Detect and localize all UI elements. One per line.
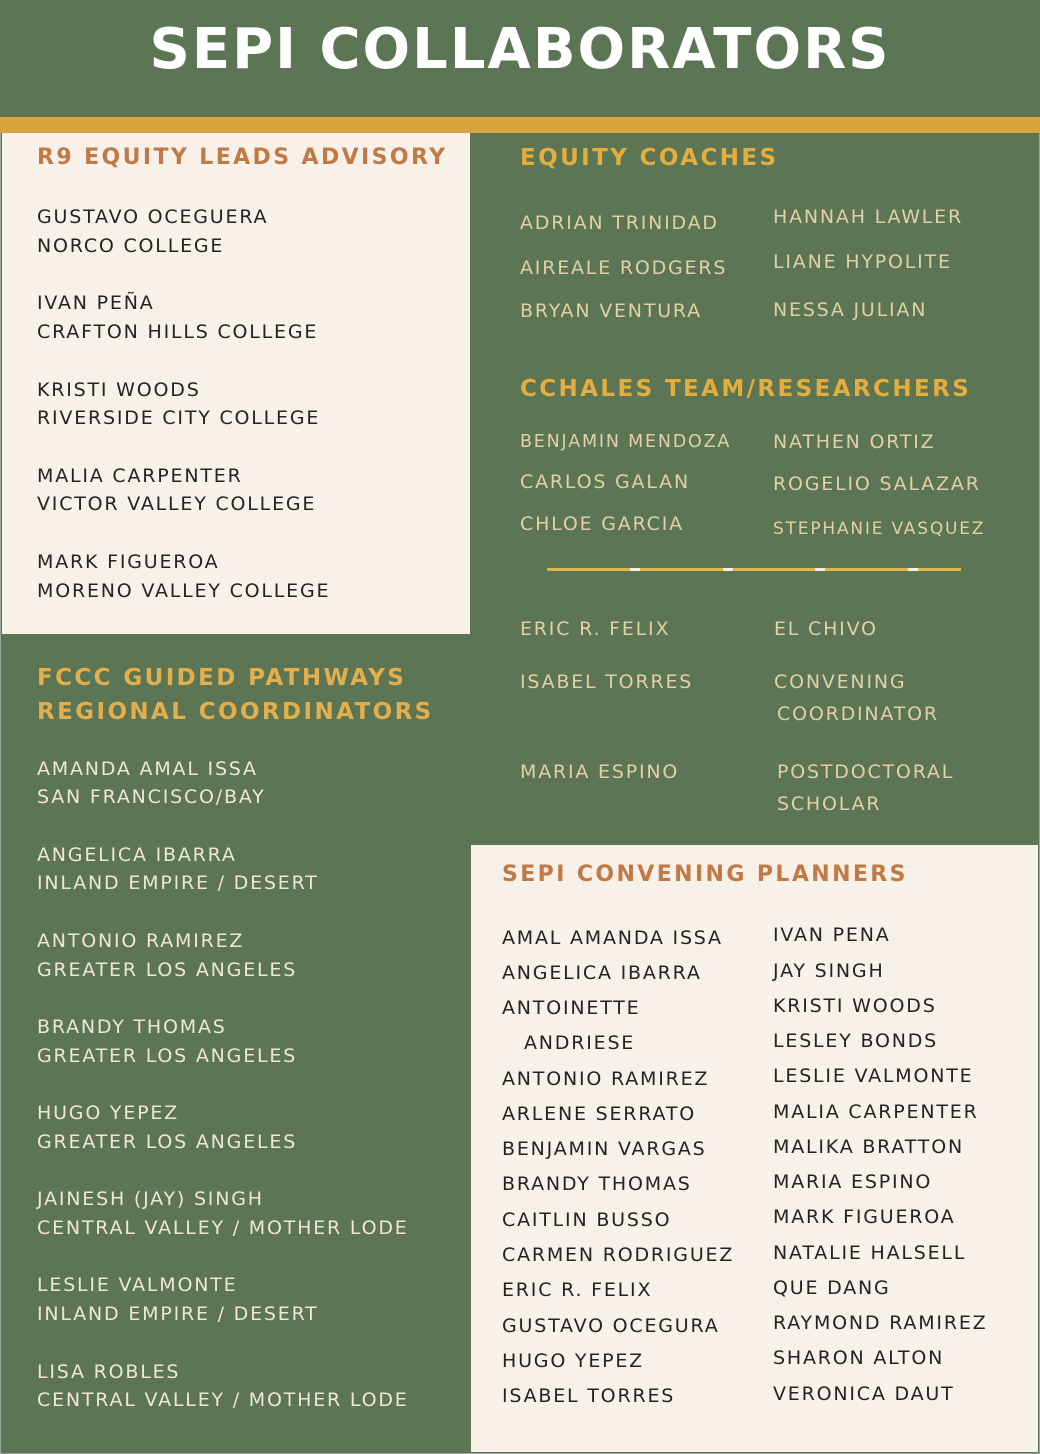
title-banner — [0, 0, 1040, 117]
planner-name: CARMEN RODRIGUEZ — [502, 1244, 735, 1266]
r9-heading: R9 EQUITY LEADS ADVISORY — [37, 145, 448, 170]
fccc-person-name: LESLIE VALMONTE — [37, 1274, 238, 1296]
fccc-person-region: GREATER LOS ANGELES — [37, 959, 298, 981]
r9-person-college: VICTOR VALLEY COLLEGE — [37, 493, 317, 515]
fccc-person-region: GREATER LOS ANGELES — [37, 1131, 298, 1153]
r9-person-name: MALIA CARPENTER — [37, 465, 243, 487]
page-title: SEPI COLLABORATORS — [149, 17, 891, 82]
r9-person-college: RIVERSIDE CITY COLLEGE — [37, 407, 321, 429]
planner-name: GUSTAVO OCEGURA — [502, 1315, 720, 1337]
planner-name: NATALIE HALSELL — [773, 1242, 967, 1264]
cchales-member-name: ROGELIO SALAZAR — [773, 473, 981, 495]
staff-name: ISABEL TORRES — [520, 671, 694, 693]
r9-person-college: MORENO VALLEY COLLEGE — [37, 580, 331, 602]
planner-name: AMAL AMANDA ISSA — [502, 927, 723, 949]
staff-role: POSTDOCTORAL — [777, 761, 955, 783]
planner-name: ISABEL TORRES — [502, 1385, 676, 1407]
planner-name: JAY SINGH — [773, 960, 885, 982]
planner-name: KRISTI WOODS — [773, 995, 937, 1017]
planner-name: CAITLIN BUSSO — [502, 1209, 672, 1231]
fccc-person-region: GREATER LOS ANGELES — [37, 1045, 298, 1067]
planner-name: VERONICA DAUT — [773, 1383, 955, 1405]
planner-name: ARLENE SERRATO — [502, 1103, 697, 1125]
staff-name: MARIA ESPINO — [520, 761, 680, 783]
r9-person-name: MARK FIGUEROA — [37, 551, 220, 573]
planner-name: BRANDY THOMAS — [502, 1173, 692, 1195]
fccc-person-region: CENTRAL VALLEY / MOTHER LODE — [37, 1389, 409, 1411]
planner-name: QUE DANG — [773, 1277, 891, 1299]
fccc-person-name: ANGELICA IBARRA — [37, 844, 237, 866]
equity-coach-name: AIREALE RODGERS — [520, 257, 728, 279]
planner-name: MALIKA BRATTON — [773, 1136, 964, 1158]
planner-name: BENJAMIN VARGAS — [502, 1138, 707, 1160]
cchales-heading: CCHALES TEAM/RESEARCHERS — [520, 376, 972, 402]
cchales-member-name: BENJAMIN MENDOZA — [520, 432, 732, 452]
equity-coach-name: NESSA JULIAN — [773, 299, 928, 321]
planner-name: LESLEY BONDS — [773, 1030, 939, 1052]
fccc-heading-line-1: FCCC GUIDED PATHWAYS — [37, 665, 407, 691]
staff-role: SCHOLAR — [777, 793, 882, 815]
r9-person-name: KRISTI WOODS — [37, 379, 201, 401]
fccc-person-name: LISA ROBLES — [37, 1361, 181, 1383]
planner-name: ANDRIESE — [524, 1032, 636, 1054]
r9-person-name: GUSTAVO OCEGUERA — [37, 206, 269, 228]
planner-name: RAYMOND RAMIREZ — [773, 1312, 988, 1334]
cchales-member-name: STEPHANIE VASQUEZ — [773, 519, 986, 539]
planner-name: HUGO YEPEZ — [502, 1350, 645, 1372]
cchales-member-name: CARLOS GALAN — [520, 471, 690, 493]
fccc-person-name: JAINESH (JAY) SINGH — [37, 1188, 264, 1210]
fccc-person-name: BRANDY THOMAS — [37, 1016, 227, 1038]
planner-name: IVAN PENA — [773, 924, 891, 946]
staff-role: CONVENING — [774, 671, 907, 693]
equity-coach-name: HANNAH LAWLER — [773, 206, 963, 228]
r9-person-college: NORCO COLLEGE — [37, 235, 225, 257]
planner-name: SHARON ALTON — [773, 1347, 945, 1369]
fccc-person-region: INLAND EMPIRE / DESERT — [37, 1303, 319, 1325]
gold-divider-bar — [0, 117, 1040, 133]
fccc-heading-line-2: REGIONAL COORDINATORS — [37, 699, 434, 725]
r9-person-name: IVAN PEÑA — [37, 292, 155, 314]
equity-coach-name: BRYAN VENTURA — [520, 300, 702, 322]
fccc-person-region: INLAND EMPIRE / DESERT — [37, 872, 319, 894]
cchales-member-name: CHLOE GARCIA — [520, 513, 684, 535]
planner-name: ANGELICA IBARRA — [502, 962, 702, 984]
fccc-person-name: HUGO YEPEZ — [37, 1102, 180, 1124]
fccc-person-region: CENTRAL VALLEY / MOTHER LODE — [37, 1217, 409, 1239]
fccc-person-region: SAN FRANCISCO/BAY — [37, 786, 266, 808]
equity-coaches-heading: EQUITY COACHES — [520, 145, 779, 171]
staff-name: ERIC R. FELIX — [520, 618, 671, 640]
planner-name: LESLIE VALMONTE — [773, 1065, 974, 1087]
planner-name: MALIA CARPENTER — [773, 1101, 979, 1123]
staff-name: EL CHIVO — [774, 618, 878, 640]
fccc-person-name: ANTONIO RAMIREZ — [37, 930, 245, 952]
section-divider — [547, 568, 961, 571]
fccc-person-name: AMANDA AMAL ISSA — [37, 758, 258, 780]
r9-person-college: CRAFTON HILLS COLLEGE — [37, 321, 319, 343]
planner-name: ERIC R. FELIX — [502, 1279, 653, 1301]
planner-name: MARK FIGUEROA — [773, 1206, 956, 1228]
cchales-member-name: NATHEN ORTIZ — [773, 431, 936, 453]
staff-role: COORDINATOR — [777, 703, 939, 725]
planner-name: ANTONIO RAMIREZ — [502, 1068, 710, 1090]
planner-name: ANTOINETTE — [502, 997, 641, 1019]
equity-coach-name: ADRIAN TRINIDAD — [520, 212, 719, 234]
equity-coach-name: LIANE HYPOLITE — [773, 251, 952, 273]
planner-name: MARIA ESPINO — [773, 1171, 933, 1193]
planners-heading: SEPI CONVENING PLANNERS — [502, 862, 908, 887]
